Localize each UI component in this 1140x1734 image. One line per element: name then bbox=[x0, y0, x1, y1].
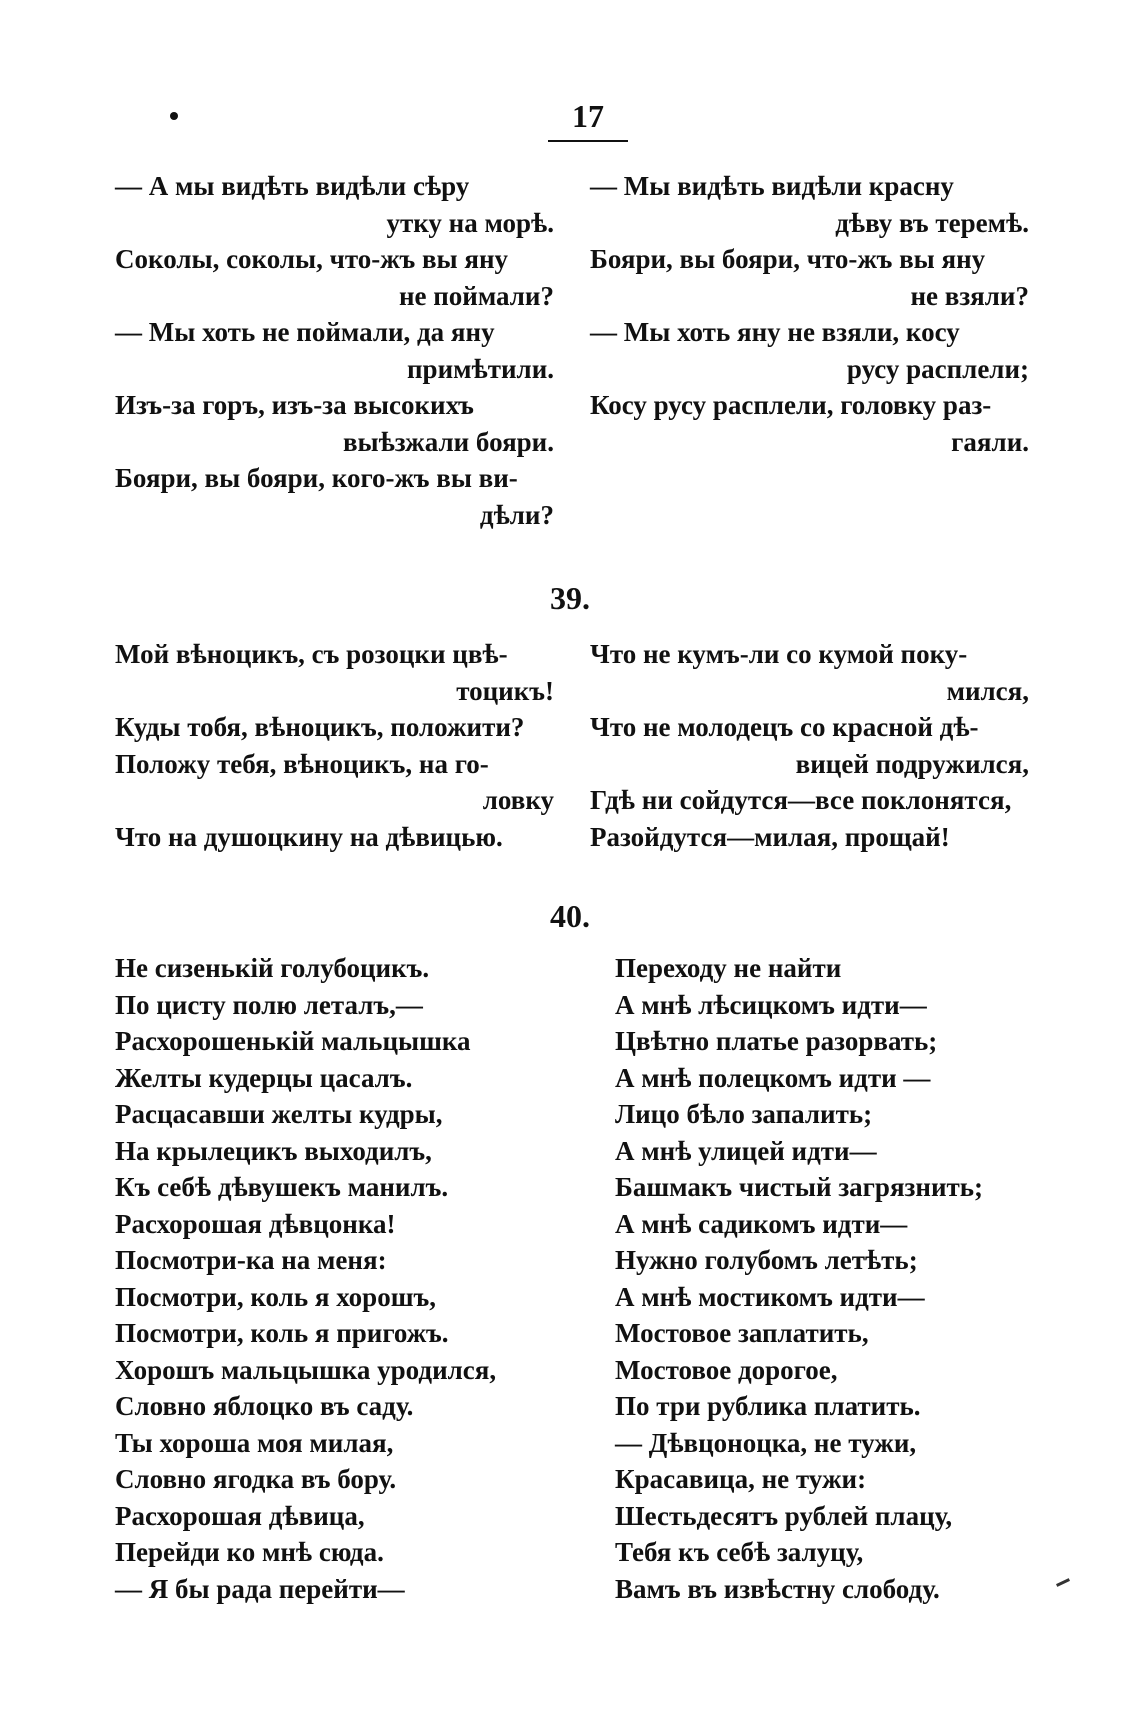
right-column bbox=[590, 168, 1035, 533]
verse-line: Что на душоцкину на дѣвицью. bbox=[115, 821, 503, 852]
verse-line: Цвѣтно платье разорвать; bbox=[615, 1026, 938, 1056]
verse-line: гаяли. bbox=[951, 426, 1029, 457]
verse-line: А мнѣ садикомъ идти— bbox=[615, 1208, 908, 1239]
verse-line: не поймали? bbox=[398, 280, 554, 311]
verse-line: Посмотри, коль я пригожъ. bbox=[115, 1318, 449, 1348]
verse-line: тоцикъ! bbox=[456, 675, 554, 706]
verse-line: Ты хороша моя милая, bbox=[115, 1427, 394, 1458]
poem-continuation bbox=[115, 168, 1035, 533]
verse-line: Расцасавши желты кудры, bbox=[115, 1099, 443, 1129]
verse-line: Шестьдесятъ рублей плацу, bbox=[615, 1500, 953, 1531]
verse-line: А мнѣ мостикомъ идти— bbox=[615, 1281, 925, 1312]
verse-line: Хорошъ мальцышка уродился, bbox=[115, 1354, 497, 1385]
verse-line: По цисту полю леталъ,— bbox=[115, 989, 423, 1020]
verse-line: — Мы видѣть видѣли красну bbox=[590, 171, 954, 201]
verse-line: — Мы хоть яну не взяли, косу bbox=[590, 317, 960, 347]
verse-line: А мнѣ лѣсицкомъ идти— bbox=[615, 989, 927, 1020]
verse-line: ловку bbox=[482, 785, 554, 815]
verse-line: Расхорошенькій мальцышка bbox=[115, 1026, 471, 1056]
page-header bbox=[0, 88, 1140, 148]
poem-number-40: 40. bbox=[550, 898, 590, 934]
header-rule bbox=[548, 140, 628, 142]
verse-line: дѣли? bbox=[479, 499, 554, 530]
verse-line: выѣзжали бояри. bbox=[342, 426, 554, 457]
verse-line: Словно ягодка въ бору. bbox=[115, 1464, 397, 1494]
verse-line: Мой вѣноцикъ, съ розоцки цвѣ- bbox=[115, 639, 508, 669]
verse-line: вицей подружился, bbox=[795, 748, 1029, 779]
verse-line: Словно яблоцко въ саду. bbox=[115, 1391, 414, 1421]
poem-number-39: 39. bbox=[550, 580, 590, 616]
verse-line: Переходу не найти bbox=[615, 953, 842, 983]
verse-line: Бояри, вы бояри, что-жъ вы яну bbox=[590, 244, 986, 274]
verse-line: Положу тебя, вѣноцикъ, на го- bbox=[115, 748, 489, 779]
verse-line: Тебя къ себѣ залуцу, bbox=[615, 1537, 864, 1567]
verse-line: Желты кудерцы цасалъ. bbox=[115, 1062, 413, 1093]
verse-line: — Дѣвцоноцка, не тужи, bbox=[615, 1427, 917, 1458]
verse-line: примѣтили. bbox=[407, 353, 554, 384]
stray-dot-mark bbox=[170, 112, 178, 120]
verse-line: Не сизенькій голубоцикъ. bbox=[115, 953, 430, 983]
right-column bbox=[590, 636, 1035, 855]
verse-line: — Мы хоть не поймали, да яну bbox=[115, 317, 495, 347]
verse-line: дѣву въ теремѣ. bbox=[835, 207, 1029, 238]
verse-line: Красавица, не тужи: bbox=[615, 1464, 867, 1494]
verse-line: Мостовое заплатить, bbox=[615, 1318, 869, 1348]
verse-line: мился, bbox=[946, 675, 1029, 706]
verse-line: русу расплели; bbox=[846, 353, 1029, 384]
verse-line: — Я бы рада перейти— bbox=[115, 1573, 405, 1604]
verse-line: На крылецикъ выходилъ, bbox=[115, 1135, 432, 1166]
verse-line: не взяли? bbox=[910, 280, 1029, 311]
verse-line: Посмотри, коль я хорошъ, bbox=[115, 1281, 436, 1312]
right-column bbox=[615, 950, 1035, 1607]
verse-line: Мостовое дорогое, bbox=[615, 1354, 838, 1385]
poem-39 bbox=[115, 636, 1035, 855]
verse-line: Что не молодецъ со красной дѣ- bbox=[590, 712, 979, 742]
verse-line: Куды тобя, вѣноцикъ, положити? bbox=[115, 712, 525, 742]
left-column bbox=[115, 168, 560, 533]
verse-line: Къ себѣ дѣвушекъ манилъ. bbox=[115, 1172, 449, 1202]
verse-line: А мнѣ улицей идти— bbox=[615, 1135, 877, 1166]
verse-line: Соколы, соколы, что-жъ вы яну bbox=[115, 244, 509, 274]
verse-line: Разойдутся—милая, прощай! bbox=[590, 821, 950, 852]
verse-line: Лицо бѣло запалить; bbox=[615, 1099, 873, 1129]
verse-line: Башмакъ чистый загрязнить; bbox=[615, 1172, 984, 1202]
verse-line: утку на морѣ. bbox=[386, 207, 554, 238]
verse-line: Перейди ко мнѣ сюда. bbox=[115, 1537, 384, 1567]
verse-line: Гдѣ ни сойдутся—все поклонятся, bbox=[590, 785, 1012, 815]
verse-line: Нужно голубомъ летѣть; bbox=[615, 1245, 918, 1275]
page-number: 17 bbox=[572, 98, 604, 134]
left-column bbox=[115, 636, 560, 855]
verse-line: Расхорошая дѣвица, bbox=[115, 1500, 365, 1531]
verse-line: Посмотри-ка на меня: bbox=[115, 1245, 387, 1275]
verse-line: А мнѣ полецкомъ идти — bbox=[615, 1062, 931, 1093]
verse-line: — А мы видѣть видѣли сѣру bbox=[115, 171, 470, 201]
verse-line: Бояри, вы бояри, кого-жъ вы ви- bbox=[115, 463, 518, 493]
verse-line: Косу русу расплели, головку раз- bbox=[590, 390, 992, 420]
verse-line: Вамъ въ извѣстну слободу. bbox=[615, 1573, 940, 1604]
left-column bbox=[115, 950, 535, 1607]
verse-line: По три рублика платить. bbox=[615, 1391, 921, 1421]
verse-line: Изъ-за горъ, изъ-за высокихъ bbox=[115, 390, 474, 420]
poem-40 bbox=[115, 950, 1035, 1607]
verse-line: Расхорошая дѣвцонка! bbox=[115, 1208, 396, 1239]
scan-mark bbox=[1056, 1578, 1070, 1587]
verse-line: Что не кумъ-ли со кумой поку- bbox=[590, 639, 968, 669]
